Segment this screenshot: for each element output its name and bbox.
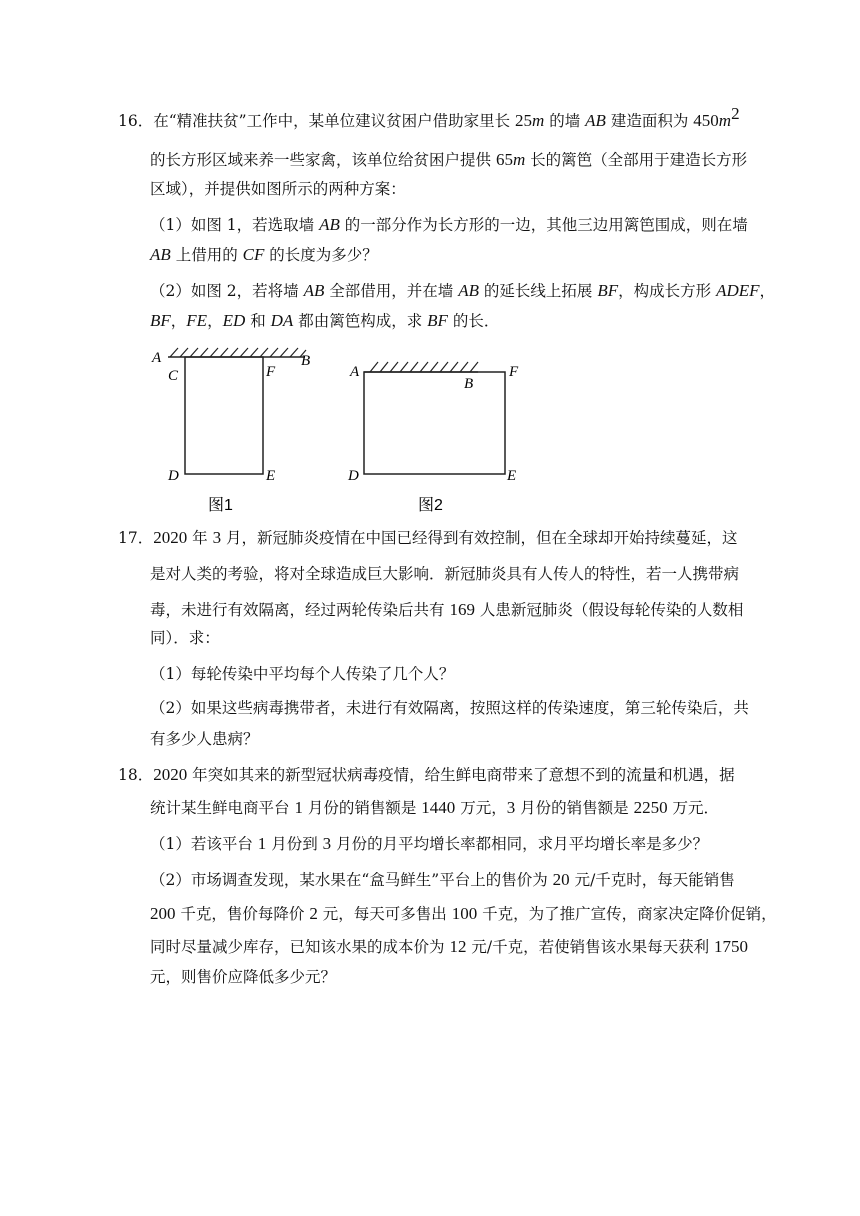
q18-part-2-line-2 (150, 904, 777, 924)
text: 统计某生鲜电商平台 (150, 799, 295, 817)
text: 全部借用，并在墙 (324, 282, 459, 300)
label-f: F (266, 364, 276, 380)
caption-text: 图 (208, 495, 225, 514)
figure-1-diagram (140, 340, 330, 520)
text: （1）若该平台 (150, 835, 258, 853)
text: 有多少人患病？ (150, 730, 259, 748)
q16-line-2 (150, 150, 747, 170)
q16-part-2-line-1 (150, 281, 775, 301)
value: 65 (495, 150, 513, 169)
var: AB (585, 111, 606, 130)
text: 月份的销售额是 (515, 799, 634, 817)
value: 450 (693, 111, 719, 130)
q16-line-3 (150, 179, 406, 199)
text: 月份的销售额是 (302, 799, 422, 817)
value: 1440 (421, 798, 456, 817)
value: 20 (552, 870, 570, 889)
wall-hatching (170, 348, 306, 357)
text: 年 (187, 529, 213, 547)
value: 2 (309, 904, 318, 923)
q17-line-4 (150, 628, 220, 648)
text: 和 (245, 312, 271, 330)
label-b: B (301, 353, 311, 369)
unit: m (718, 111, 732, 130)
superscript: 2 (731, 104, 740, 123)
q17-part-2-line-1 (150, 698, 749, 718)
label-a: A (152, 350, 162, 366)
wall-hatching (370, 362, 478, 372)
rectangle-cfed (185, 357, 263, 474)
text: 的长方形区域来养一些家禽，该单位给贫困户提供 (150, 151, 496, 169)
q17-line-1 (118, 528, 738, 548)
var: CF (242, 245, 265, 264)
text: 元/千克，若使销售该水果每天获利 (466, 938, 715, 956)
text: 的墙 (544, 112, 586, 130)
value: 12 (449, 937, 467, 956)
text: 千克，为了推广宣传，商家决定降价促销， (477, 905, 777, 923)
text: 元/千克时，每天能销售 (569, 871, 735, 889)
q16-part-1-line-1 (150, 215, 748, 235)
label-e: E (266, 468, 276, 484)
q18-part-1 (150, 834, 708, 854)
value: 1 (294, 798, 303, 817)
var: ADEF (716, 281, 760, 300)
text: 元，每天可多售出 (317, 905, 452, 923)
value: 3 (506, 798, 516, 817)
text: 万元． (667, 799, 720, 817)
label-f: F (509, 364, 519, 380)
text: 的一部分作为长方形的一边，其他三边用篱笆围成，则在墙 (339, 216, 748, 234)
text: 建造面积为 (605, 112, 694, 130)
q16-line-1 (118, 104, 740, 131)
value: 2250 (633, 798, 668, 817)
q18-line-2 (150, 798, 719, 818)
label-b: B (464, 376, 474, 392)
text: 是对人类的考验，将对全球造成巨大影响．新冠肺炎具有人传人的特性，若一人携带病 (150, 565, 740, 583)
label-e: E (507, 468, 517, 484)
var: AB (150, 245, 171, 264)
var: DA (270, 311, 294, 330)
text: 在“精准扶贫”工作中，某单位建议贫困户借助家里长 (153, 112, 516, 130)
text: （2）如图 2，若将墙 (150, 282, 304, 300)
caption-text: 图 (418, 495, 435, 514)
text: 的延长线上拓展 (479, 282, 598, 300)
text: 同）．求： (150, 629, 220, 647)
q17-number: 17． (118, 529, 154, 547)
figure-2-caption (418, 495, 443, 514)
value: 2020 (153, 765, 188, 784)
q17-part-1 (150, 664, 454, 684)
text: ， (170, 312, 187, 330)
var: BF (150, 311, 171, 330)
q18-part-2-line-3 (150, 937, 748, 957)
text: （1）如图 1，若选取墙 (150, 216, 320, 234)
unit: m (512, 150, 526, 169)
value: 100 (451, 904, 478, 923)
var: AB (458, 281, 479, 300)
label-d: D (348, 468, 359, 484)
figure-2-diagram (340, 340, 540, 520)
text: 长的篱笆（全部用于建造长方形 (525, 151, 748, 169)
text: 年突如其来的新型冠状病毒疫情，给生鲜电商带来了意想不到的流量和机遇，据 (187, 766, 735, 784)
text: 毒，未进行有效隔离，经过两轮传染后共有 (150, 601, 450, 619)
text: （1）每轮传染中平均每个人传染了几个人？ (150, 665, 455, 683)
text: 同时尽量减少库存，已知该水果的成本价为 (150, 938, 450, 956)
text: 人患新冠肺炎（假设每轮传染的人数相 (474, 601, 744, 619)
q16-part-2-line-2 (150, 311, 499, 331)
q18-number: 18． (118, 766, 154, 784)
var: BF (427, 311, 448, 330)
text: 月份的月平均增长率都相同，求月平均增长率是多少？ (331, 835, 709, 853)
text: 的长． (447, 312, 500, 330)
value: 3 (322, 834, 332, 853)
text: ， (759, 282, 776, 300)
text: ， (207, 312, 223, 330)
text: ，构成长方形 (618, 282, 717, 300)
text: （2）市场调查发现，某水果在“盒马鲜生”平台上的售价为 (150, 871, 553, 889)
value: 1 (257, 834, 267, 853)
value: 200 (150, 904, 176, 923)
var: AB (303, 281, 325, 300)
rectangle-adef (364, 372, 505, 474)
var: FE (186, 311, 208, 330)
q17-line-2 (150, 564, 739, 584)
value: 169 (449, 600, 475, 619)
q16-number: 16． (118, 112, 154, 130)
value: 2020 (153, 528, 188, 547)
q18-line-1 (118, 765, 735, 785)
var: ED (222, 311, 246, 330)
q16-part-1-line-2 (150, 245, 378, 265)
label-c: C (168, 368, 179, 384)
caption-number: 2 (434, 497, 443, 514)
text: 月份到 (266, 835, 323, 853)
text: 元，则售价应降低多少元？ (150, 968, 337, 986)
value: 3 (212, 528, 222, 547)
label-d: D (168, 468, 179, 484)
q18-part-2-line-1 (150, 870, 735, 890)
var: BF (597, 281, 619, 300)
caption-number: 1 (224, 497, 233, 514)
q17-part-2-line-2 (150, 729, 259, 749)
q17-line-3 (150, 600, 743, 620)
figure-1-caption (208, 495, 233, 514)
value: 1750 (714, 937, 749, 956)
text: 万元， (455, 799, 507, 817)
text: （2）如果这些病毒携带者，未进行有效隔离，按照这样的传染速度，第三轮传染后，共 (150, 699, 749, 717)
value: 25 (515, 111, 533, 130)
label-a: A (350, 364, 360, 380)
q18-part-2-line-4 (150, 967, 336, 987)
var: AB (319, 215, 340, 234)
text: 千克，售价每降价 (175, 905, 310, 923)
text: 区域），并提供如图所示的两种方案： (150, 180, 406, 198)
text: 月，新冠肺炎疫情在中国已经得到有效控制，但在全球却开始持续蔓延，这 (221, 529, 738, 547)
unit: m (532, 111, 545, 130)
text: 上借用的 (170, 246, 243, 264)
text: 都由篱笆构成，求 (293, 312, 428, 330)
text: 的长度为多少？ (264, 246, 378, 264)
